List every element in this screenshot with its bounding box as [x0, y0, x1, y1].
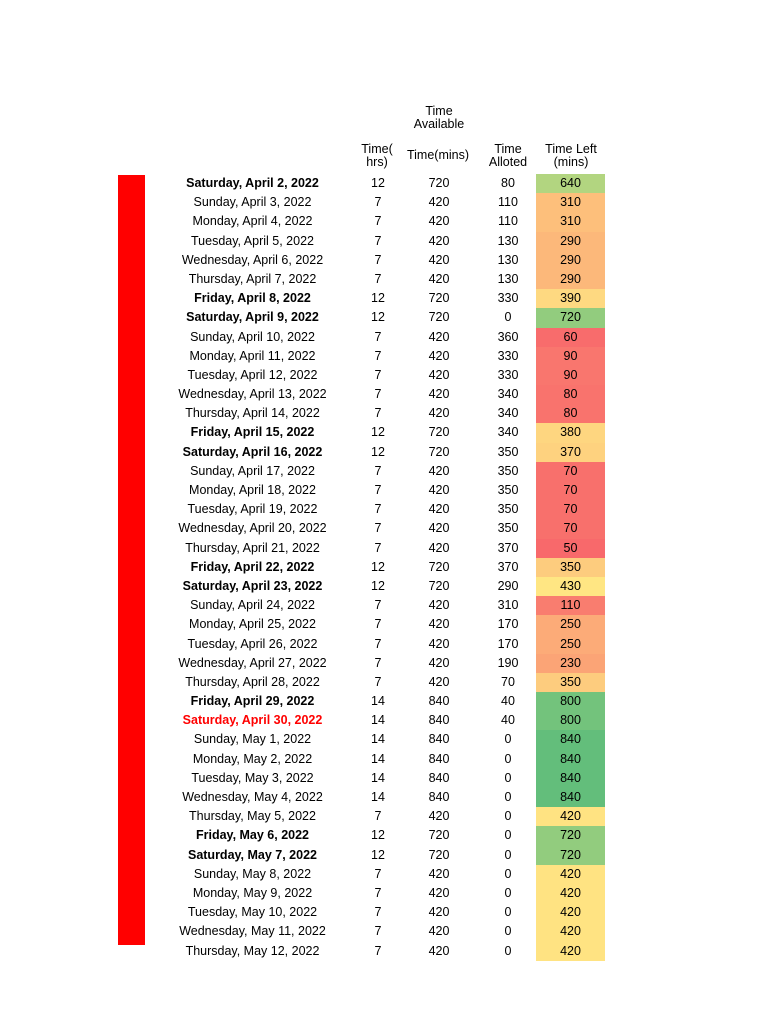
alloted-cell: 330 — [497, 291, 519, 306]
date-cell: Saturday, May 7, 2022 — [187, 847, 317, 862]
table-row — [0, 596, 768, 615]
minutes-cell: 720 — [428, 559, 450, 574]
minutes-cell: 720 — [428, 176, 450, 190]
date-cell: Wednesday, April 20, 2022 — [178, 521, 327, 536]
table-row — [0, 769, 768, 788]
alloted-cell: 310 — [497, 598, 519, 613]
date-cell: Thursday, April 7, 2022 — [188, 271, 317, 286]
minutes-cell: 420 — [428, 636, 450, 651]
time-left-cell: 50 — [536, 539, 605, 558]
minutes-cell: 720 — [428, 310, 450, 325]
time-left-cell: 800 — [536, 692, 605, 711]
table-row — [0, 385, 768, 404]
table-row — [0, 539, 768, 558]
date-cell: Thursday, April 28, 2022 — [185, 674, 320, 689]
alloted-cell: 130 — [497, 252, 519, 267]
minutes-cell: 840 — [428, 790, 450, 804]
date-cell: Saturday, April 16, 2022 — [182, 444, 323, 459]
table-row — [0, 347, 768, 366]
hours-cell: 7 — [374, 367, 382, 382]
table-row — [0, 212, 768, 231]
time-left-cell: 90 — [536, 366, 605, 385]
time-left-cell: 420 — [536, 903, 605, 922]
hours-cell: 14 — [371, 751, 385, 766]
date-cell: Tuesday, May 3, 2022 — [191, 770, 314, 785]
hours-cell: 7 — [374, 809, 382, 824]
alloted-cell: 0 — [504, 885, 512, 900]
table-row — [0, 788, 768, 807]
hours-cell: 12 — [371, 559, 385, 574]
minutes-cell: 720 — [428, 828, 450, 843]
minutes-cell: 420 — [428, 214, 450, 229]
hours-cell: 14 — [371, 790, 385, 804]
alloted-cell: 0 — [504, 905, 512, 920]
hours-cell: 7 — [374, 483, 382, 497]
date-cell: Wednesday, May 4, 2022 — [182, 790, 323, 804]
hours-cell: 7 — [374, 540, 382, 555]
hours-cell: 7 — [374, 387, 382, 402]
date-cell: Wednesday, April 6, 2022 — [181, 252, 324, 267]
table-row — [0, 500, 768, 519]
table-row — [0, 270, 768, 289]
time-left-cell: 70 — [536, 462, 605, 481]
time-left-cell: 250 — [536, 615, 605, 634]
minutes-cell: 420 — [428, 387, 450, 402]
table-row — [0, 289, 768, 308]
alloted-cell: 0 — [504, 943, 512, 958]
minutes-cell: 720 — [428, 578, 450, 593]
table-row — [0, 251, 768, 270]
minutes-cell: 420 — [428, 866, 450, 881]
header-time-left: Time Left (mins) — [545, 142, 597, 169]
minutes-cell: 720 — [428, 444, 450, 459]
date-cell: Monday, May 9, 2022 — [192, 885, 313, 900]
table-row — [0, 328, 768, 347]
time-left-cell: 90 — [536, 347, 605, 366]
alloted-cell: 130 — [497, 271, 519, 286]
alloted-cell: 350 — [497, 521, 519, 536]
date-cell: Monday, May 2, 2022 — [192, 751, 313, 766]
alloted-cell: 360 — [497, 329, 519, 344]
time-left-cell: 840 — [536, 750, 605, 769]
minutes-cell: 420 — [428, 617, 450, 632]
time-left-cell: 80 — [536, 404, 605, 423]
table-row — [0, 750, 768, 769]
table-row — [0, 232, 768, 251]
minutes-cell: 420 — [428, 655, 450, 670]
minutes-cell: 420 — [428, 905, 450, 920]
time-left-cell: 840 — [536, 730, 605, 749]
alloted-cell: 350 — [497, 502, 519, 517]
hours-cell: 12 — [371, 291, 385, 306]
table-row — [0, 807, 768, 826]
time-left-cell: 290 — [536, 270, 605, 289]
time-left-cell: 310 — [536, 212, 605, 231]
date-cell: Thursday, April 21, 2022 — [185, 540, 320, 555]
hours-cell: 7 — [374, 348, 382, 363]
table-row — [0, 615, 768, 634]
minutes-cell: 420 — [428, 674, 450, 689]
header-time-available: Time Available — [413, 104, 465, 131]
minutes-cell: 420 — [428, 809, 450, 824]
alloted-cell: 170 — [497, 617, 519, 632]
alloted-cell: 370 — [497, 540, 519, 555]
time-left-cell: 430 — [536, 577, 605, 596]
hours-cell: 7 — [374, 463, 382, 478]
alloted-cell: 0 — [504, 924, 512, 939]
hours-cell: 12 — [371, 310, 385, 325]
minutes-cell: 420 — [428, 924, 450, 939]
hours-cell: 7 — [374, 329, 382, 344]
date-cell: Friday, April 29, 2022 — [190, 694, 315, 709]
time-left-cell: 720 — [536, 308, 605, 327]
time-left-cell: 720 — [536, 846, 605, 865]
minutes-cell: 840 — [428, 694, 450, 709]
minutes-cell: 720 — [428, 847, 450, 862]
date-cell: Wednesday, April 27, 2022 — [178, 655, 327, 670]
hours-cell: 14 — [371, 732, 385, 747]
hours-cell: 7 — [374, 233, 382, 248]
date-cell: Sunday, April 3, 2022 — [193, 195, 312, 210]
alloted-cell: 0 — [504, 866, 512, 881]
time-left-cell: 420 — [536, 922, 605, 941]
minutes-cell: 840 — [428, 713, 450, 728]
alloted-cell: 170 — [497, 636, 519, 651]
minutes-cell: 420 — [428, 521, 450, 536]
time-left-cell: 380 — [536, 423, 605, 442]
date-cell: Friday, April 22, 2022 — [190, 559, 315, 574]
time-left-cell: 310 — [536, 193, 605, 212]
date-cell: Thursday, May 12, 2022 — [185, 943, 320, 958]
hours-cell: 7 — [374, 655, 382, 670]
hours-cell: 7 — [374, 195, 382, 210]
time-left-cell: 800 — [536, 711, 605, 730]
hours-cell: 7 — [374, 252, 382, 267]
minutes-cell: 720 — [428, 291, 450, 306]
alloted-cell: 110 — [498, 195, 518, 210]
alloted-cell: 70 — [501, 674, 515, 689]
time-left-cell: 80 — [536, 385, 605, 404]
hours-cell: 7 — [374, 636, 382, 651]
date-cell: Sunday, April 10, 2022 — [190, 329, 315, 344]
alloted-cell: 0 — [504, 770, 512, 785]
date-cell: Wednesday, April 13, 2022 — [178, 387, 327, 402]
minutes-cell: 840 — [428, 751, 450, 766]
alloted-cell: 40 — [501, 694, 515, 709]
hours-cell: 12 — [371, 828, 385, 843]
date-cell: Tuesday, April 5, 2022 — [191, 233, 314, 248]
hours-cell: 7 — [374, 521, 382, 536]
alloted-cell: 330 — [497, 367, 519, 382]
minutes-cell: 420 — [428, 329, 450, 344]
alloted-cell: 340 — [497, 387, 519, 402]
date-cell: Saturday, April 30, 2022 — [182, 713, 323, 728]
hours-cell: 7 — [374, 866, 382, 881]
hours-cell: 7 — [374, 271, 382, 286]
table-row — [0, 519, 768, 538]
table-row — [0, 443, 768, 462]
hours-cell: 7 — [374, 905, 382, 920]
date-cell: Tuesday, April 12, 2022 — [187, 367, 318, 382]
header-time-hrs: Time( hrs) — [361, 142, 393, 169]
table-row — [0, 846, 768, 865]
date-cell: Friday, April 15, 2022 — [190, 425, 315, 440]
hours-cell: 12 — [371, 176, 385, 190]
date-cell: Saturday, April 2, 2022 — [186, 176, 319, 190]
time-left-cell: 70 — [536, 500, 605, 519]
alloted-cell: 190 — [497, 655, 519, 670]
time-left-cell: 370 — [536, 443, 605, 462]
alloted-cell: 330 — [497, 348, 519, 363]
table-row — [0, 558, 768, 577]
time-left-cell: 60 — [536, 328, 605, 347]
date-cell: Thursday, April 14, 2022 — [185, 406, 320, 421]
time-left-cell: 350 — [536, 673, 605, 692]
table-row — [0, 942, 768, 961]
minutes-cell: 420 — [428, 233, 450, 248]
alloted-cell: 350 — [497, 463, 519, 478]
alloted-cell: 350 — [497, 444, 519, 459]
hours-cell: 14 — [371, 694, 385, 709]
date-cell: Friday, May 6, 2022 — [195, 828, 310, 843]
table-row — [0, 366, 768, 385]
minutes-cell: 720 — [428, 425, 450, 440]
alloted-cell: 340 — [497, 406, 519, 421]
date-cell: Tuesday, May 10, 2022 — [187, 905, 318, 920]
alloted-cell: 80 — [501, 176, 515, 190]
minutes-cell: 420 — [428, 885, 450, 900]
time-left-cell: 290 — [536, 251, 605, 270]
table-row — [0, 462, 768, 481]
hours-cell: 14 — [371, 770, 385, 785]
table-row — [0, 174, 768, 193]
alloted-cell: 0 — [504, 809, 512, 824]
time-left-cell: 250 — [536, 635, 605, 654]
alloted-cell: 350 — [497, 483, 519, 497]
alloted-cell: 0 — [504, 847, 512, 862]
minutes-cell: 420 — [428, 195, 450, 210]
time-left-cell: 110 — [536, 596, 605, 615]
minutes-cell: 420 — [428, 598, 450, 613]
table-row — [0, 903, 768, 922]
date-cell: Friday, April 8, 2022 — [194, 291, 311, 306]
hours-cell: 7 — [374, 943, 382, 958]
table-row — [0, 481, 768, 500]
date-cell: Thursday, May 5, 2022 — [189, 809, 316, 824]
hours-cell: 7 — [374, 885, 382, 900]
minutes-cell: 420 — [428, 540, 450, 555]
table-row — [0, 308, 768, 327]
minutes-cell: 420 — [428, 252, 450, 267]
minutes-cell: 420 — [428, 406, 450, 421]
header-time-alloted: Time Alloted — [488, 142, 528, 169]
alloted-cell: 0 — [504, 310, 512, 325]
schedule-table — [0, 174, 768, 961]
minutes-cell: 420 — [428, 271, 450, 286]
minutes-cell: 420 — [428, 348, 450, 363]
minutes-cell: 420 — [428, 502, 450, 517]
minutes-cell: 840 — [428, 770, 450, 785]
hours-cell: 7 — [374, 617, 382, 632]
time-left-cell: 720 — [536, 826, 605, 845]
date-cell: Sunday, May 8, 2022 — [193, 866, 312, 881]
minutes-cell: 420 — [428, 483, 450, 497]
time-left-cell: 70 — [536, 519, 605, 538]
date-cell: Saturday, April 23, 2022 — [182, 578, 323, 593]
date-cell: Monday, April 25, 2022 — [189, 617, 316, 632]
table-row — [0, 826, 768, 845]
alloted-cell: 0 — [504, 732, 512, 747]
hours-cell: 7 — [374, 924, 382, 939]
date-cell: Saturday, April 9, 2022 — [186, 310, 319, 325]
hours-cell: 12 — [371, 847, 385, 862]
hours-cell: 7 — [374, 502, 382, 517]
date-cell: Monday, April 11, 2022 — [189, 348, 316, 363]
time-left-cell: 840 — [536, 769, 605, 788]
time-left-cell: 420 — [536, 865, 605, 884]
table-row — [0, 404, 768, 423]
table-row — [0, 635, 768, 654]
hours-cell: 12 — [371, 425, 385, 440]
date-cell: Sunday, April 17, 2022 — [190, 463, 315, 478]
table-row — [0, 654, 768, 673]
table-row — [0, 193, 768, 212]
alloted-cell: 0 — [504, 828, 512, 843]
alloted-cell: 0 — [504, 790, 512, 804]
alloted-cell: 370 — [497, 559, 519, 574]
time-left-cell: 230 — [536, 654, 605, 673]
alloted-cell: 130 — [497, 233, 519, 248]
time-left-cell: 840 — [536, 788, 605, 807]
table-row — [0, 692, 768, 711]
date-cell: Tuesday, April 26, 2022 — [187, 636, 318, 651]
time-left-cell: 640 — [536, 174, 605, 193]
time-left-cell: 390 — [536, 289, 605, 308]
hours-cell: 14 — [371, 713, 385, 728]
date-cell: Tuesday, April 19, 2022 — [187, 502, 318, 517]
minutes-cell: 420 — [428, 367, 450, 382]
table-row — [0, 423, 768, 442]
table-row — [0, 865, 768, 884]
hours-cell: 12 — [371, 578, 385, 593]
date-cell: Wednesday, May 11, 2022 — [179, 924, 326, 939]
time-left-cell: 290 — [536, 232, 605, 251]
table-row — [0, 673, 768, 692]
alloted-cell: 40 — [501, 713, 515, 728]
hours-cell: 12 — [371, 444, 385, 459]
minutes-cell: 840 — [428, 732, 450, 747]
table-row — [0, 730, 768, 749]
alloted-cell: 290 — [497, 578, 519, 593]
minutes-cell: 420 — [428, 463, 450, 478]
alloted-cell: 340 — [497, 425, 519, 440]
time-left-cell: 420 — [536, 942, 605, 961]
header-time-mins: Time(mins) — [406, 148, 470, 162]
hours-cell: 7 — [374, 598, 382, 613]
hours-cell: 7 — [374, 674, 382, 689]
date-cell: Sunday, May 1, 2022 — [193, 732, 312, 747]
alloted-cell: 0 — [504, 751, 512, 766]
table-row — [0, 922, 768, 941]
date-cell: Sunday, April 24, 2022 — [190, 598, 315, 613]
time-left-cell: 420 — [536, 807, 605, 826]
minutes-cell: 420 — [428, 943, 450, 958]
time-left-cell: 420 — [536, 884, 605, 903]
table-row — [0, 577, 768, 596]
hours-cell: 7 — [374, 406, 382, 421]
date-cell: Monday, April 18, 2022 — [189, 483, 316, 497]
time-left-cell: 70 — [536, 481, 605, 500]
table-row — [0, 884, 768, 903]
table-row — [0, 711, 768, 730]
time-left-cell: 350 — [536, 558, 605, 577]
alloted-cell: 110 — [498, 214, 518, 229]
date-cell: Monday, April 4, 2022 — [192, 214, 313, 229]
hours-cell: 7 — [374, 214, 382, 229]
